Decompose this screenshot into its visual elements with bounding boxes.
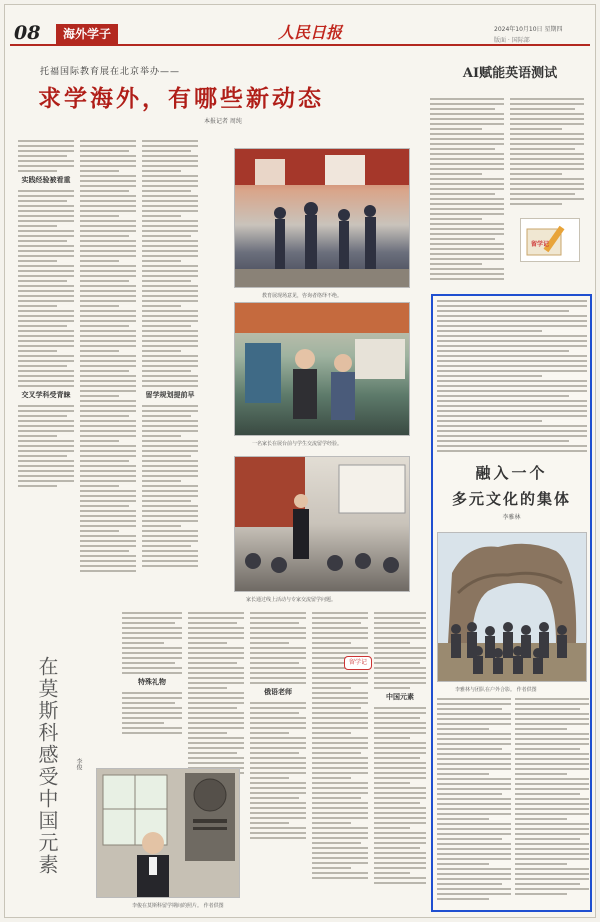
- photo-caption-2: 一名家长在展台前与学生交流留学经验。: [252, 441, 343, 447]
- expo-crowd-illustration: [235, 149, 410, 288]
- side-subhead: 特殊礼物: [138, 678, 166, 686]
- expo-photo-2: [234, 302, 410, 436]
- highlight-text-right: [515, 698, 589, 908]
- side-column-5: [374, 612, 426, 912]
- lead-headline: 求学海外，有哪些新动态: [38, 85, 324, 112]
- lead-column-1: [18, 140, 74, 600]
- expo-photo-1: [234, 148, 410, 288]
- lead-kicker: 托福国际教育展在北京举办——: [40, 67, 181, 77]
- highlight-title-line2: 多元文化的集体: [451, 490, 571, 508]
- masthead: [10, 22, 590, 46]
- lead-column-2: [80, 140, 136, 600]
- side-column-2: [188, 612, 244, 792]
- student-with-plaque-illustration: [97, 769, 240, 898]
- side-story-author: 李俊: [75, 758, 82, 770]
- pencil-note-icon: [521, 219, 581, 263]
- lead-byline: 本报记者 周纯: [204, 118, 242, 125]
- subhead: 实践经验被看重: [21, 176, 71, 184]
- group-photo-caption: 李雅林与团队在户外合影。 作者供图: [455, 687, 537, 693]
- date-sub: 版面 · 国际部: [494, 37, 530, 44]
- lead-column-3: [142, 140, 198, 600]
- subhead: 交叉学科受青睐: [21, 391, 71, 399]
- seminar-illustration: [235, 457, 410, 592]
- side-subhead: 俄语老师: [264, 688, 292, 696]
- highlight-text-left: [437, 698, 511, 908]
- ai-column-2: [510, 98, 584, 208]
- highlight-article: [431, 294, 592, 912]
- moscow-photo: [96, 768, 240, 898]
- booth-illustration: [235, 303, 410, 436]
- expo-photo-3: [234, 456, 410, 592]
- group-photo: [437, 532, 587, 682]
- photo-caption-1: 教育展现场意见，咨询者络绎不绝。: [262, 293, 343, 299]
- highlight-text-top: [437, 300, 587, 456]
- ai-story-title: AI赋能英语测试: [462, 66, 558, 81]
- moscow-photo-caption: 李俊在莫斯科留学期间的照片。 作者供图: [132, 903, 224, 909]
- page-number: 08: [14, 22, 41, 44]
- group-with-rock-arch-illustration: [438, 533, 587, 682]
- date-line: 2024年10月10日 星期四: [494, 26, 563, 33]
- side-subhead: 中国元素: [386, 693, 414, 701]
- highlight-title-line1: 融入一个: [475, 464, 548, 482]
- paper-name: 人民日报: [278, 23, 343, 42]
- ai-column-1: [430, 98, 504, 288]
- section-tag: 海外学子: [56, 24, 118, 44]
- side-column-3: [250, 612, 306, 912]
- ai-tag-badge: [520, 218, 580, 262]
- photo-caption-3: 家长通过线上活动与专家交流留学问题。: [246, 597, 337, 603]
- subhead: 留学规划提前早: [145, 391, 195, 399]
- side-story-title: 在莫斯科感受中国元素: [35, 656, 59, 876]
- highlight-author: 李雅林: [502, 514, 521, 521]
- ai-tag-label: 留学记: [531, 241, 550, 248]
- side-story-tag: 留学记: [344, 656, 372, 670]
